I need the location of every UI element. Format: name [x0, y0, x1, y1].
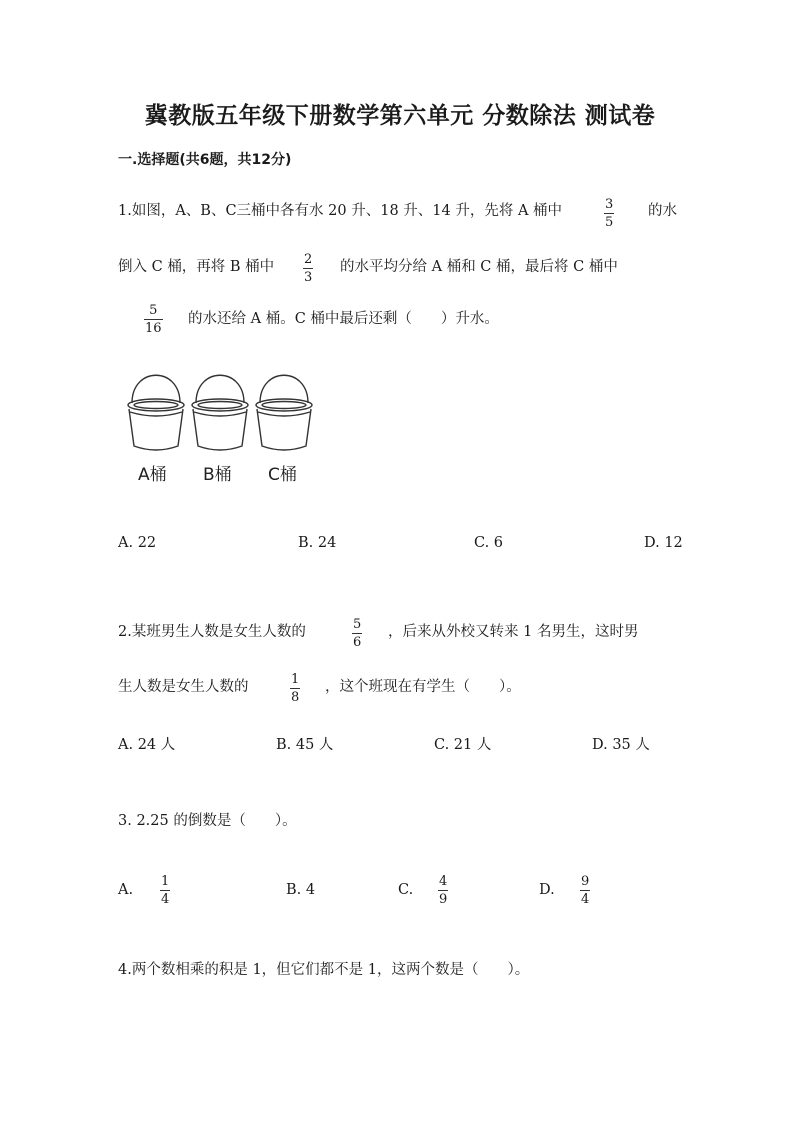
q1-line3: 的水还给 A 桶。C 桶中最后还剩（ ）升水。 — [188, 311, 499, 327]
numerator: 4 — [439, 874, 448, 889]
q3-option-b[interactable]: B. 4 — [286, 882, 316, 898]
q3-option-c-fraction[interactable] — [438, 874, 448, 907]
bucket-c-icon — [256, 375, 312, 450]
q2-option-d[interactable]: D. 35 人 — [592, 737, 650, 753]
denominator: 4 — [161, 892, 170, 907]
q2-option-a[interactable]: A. 24 人 — [118, 737, 176, 753]
q2-line2-end: ，这个班现在有学生（ ）。 — [325, 679, 521, 695]
q3-option-c-label[interactable]: C. — [398, 882, 414, 898]
q2-line2: 生人数是女生人数的 — [118, 679, 249, 695]
q2-fraction-2 — [290, 672, 300, 705]
denominator: 8 — [291, 690, 300, 705]
numerator: 5 — [353, 617, 362, 632]
q3-option-a-label[interactable]: A. — [118, 882, 134, 898]
numerator: 2 — [304, 252, 313, 267]
q1-option-b[interactable]: B. 24 — [298, 535, 337, 551]
q1-line2: 倒入 C 桶，再将 B 桶中 — [118, 259, 275, 275]
bucket-a-icon — [128, 375, 184, 450]
denominator: 6 — [353, 635, 362, 650]
buckets-figure — [120, 368, 320, 458]
bucket-b-icon — [192, 375, 248, 450]
q3-option-a-fraction[interactable] — [160, 874, 170, 907]
numerator: 1 — [161, 874, 170, 889]
numerator: 9 — [581, 874, 590, 889]
q1-fraction-3 — [144, 303, 163, 336]
q1-option-d[interactable]: D. 12 — [644, 535, 683, 551]
q1-line2-end: 的水平均分给 A 桶和 C 桶，最后将 C 桶中 — [340, 259, 618, 275]
denominator: 4 — [581, 892, 590, 907]
q1-fraction-2 — [303, 252, 313, 285]
q2-fraction-1 — [352, 617, 362, 650]
q3-option-d-label[interactable]: D. — [539, 882, 555, 898]
numerator: 1 — [291, 672, 300, 687]
numerator: 5 — [149, 303, 158, 318]
denominator: 3 — [304, 270, 313, 285]
q2-option-c[interactable]: C. 21 人 — [434, 737, 492, 753]
q1-option-a[interactable]: A. 22 — [118, 535, 157, 551]
denominator: 16 — [145, 321, 162, 336]
q3-text: 3. 2.25 的倒数是（ ）。 — [118, 813, 297, 829]
q4-text: 4.两个数相乘的积是 1，但它们都不是 1，这两个数是（ ）。 — [118, 962, 530, 978]
q1-option-c[interactable]: C. 6 — [474, 535, 504, 551]
q1-fraction-1 — [604, 197, 614, 230]
q1-line1-end: 的水 — [648, 203, 677, 219]
bucket-label-b: B桶 — [203, 465, 232, 485]
section-heading: 一.选择题(共6题，共12分) — [118, 152, 292, 168]
bucket-label-a: A桶 — [138, 465, 167, 485]
numerator: 3 — [605, 197, 614, 212]
q2-option-b[interactable]: B. 45 人 — [276, 737, 334, 753]
q1-line1: 1.如图，A、B、C三桶中各有水 20 升、18 升、14 升，先将 A 桶中 — [118, 203, 563, 219]
denominator: 5 — [605, 215, 614, 230]
q2-line1-end: ，后来从外校又转来 1 名男生，这时男 — [388, 624, 639, 640]
q2-line1: 2.某班男生人数是女生人数的 — [118, 624, 306, 640]
page-title: 冀教版五年级下册数学第六单元 分数除法 测试卷 — [144, 103, 656, 129]
bucket-label-c: C桶 — [268, 465, 297, 485]
denominator: 9 — [439, 892, 448, 907]
q3-option-d-fraction[interactable] — [580, 874, 590, 907]
